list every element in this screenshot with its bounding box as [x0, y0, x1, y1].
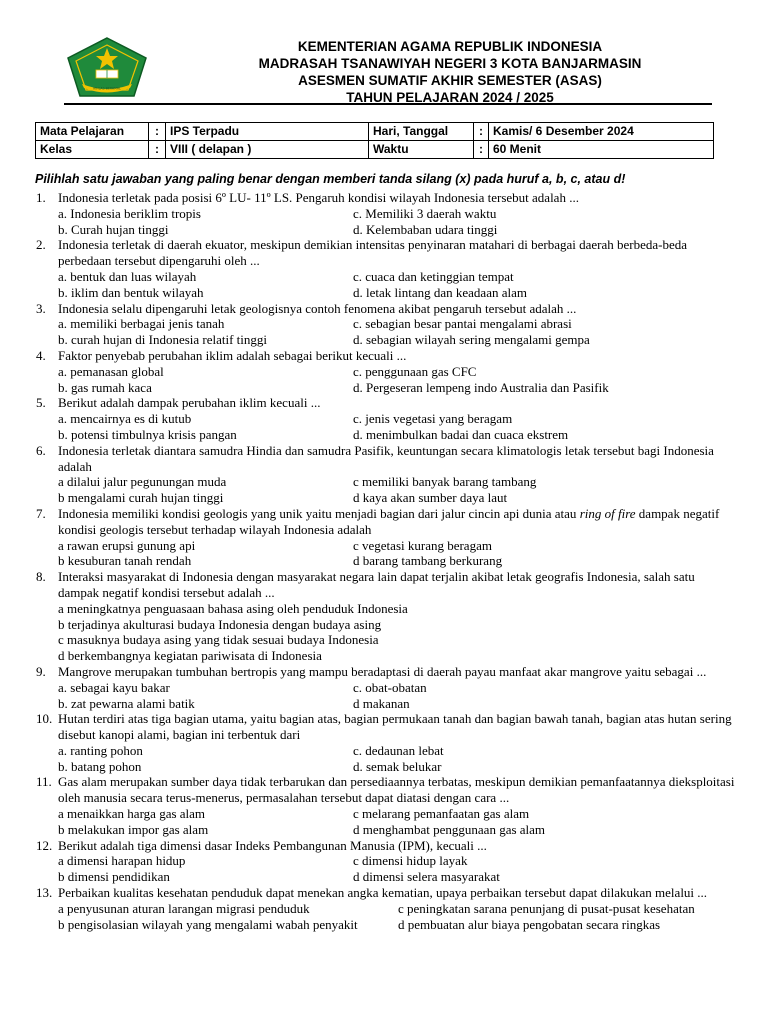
question-text: Faktor penyebab perubahan iklim adalah sebagai berikut kecuali ...	[58, 347, 407, 363]
question-number: 4.	[36, 347, 46, 363]
question-item	[36, 664, 736, 711]
answer-option[interactable]: b dimensi pendidikan	[58, 869, 170, 885]
question-text: Gas alam merupakan sumber daya tidak terbarukan dan persediaannya terbatas, meskipun demikian pemanfaatannya dieksploitasi oleh manusia secara terus-menerus, permasalahan tersebut dapat diatasi dengan cara ...	[58, 774, 735, 806]
question-text: Indonesia terletak pada posisi 6º LU- 11º LS. Pengaruh kondisi wilayah Indonesia tersebut adalah ...	[58, 190, 579, 205]
answer-option[interactable]: c masuknya budaya asing yang tidak sesuai budaya Indonesia	[58, 632, 379, 648]
answer-option[interactable]: a. pemanasan global	[58, 363, 164, 379]
answer-option[interactable]: d kaya akan sumber daya laut	[353, 490, 508, 506]
question-number: 10.	[36, 711, 53, 727]
question-item	[36, 774, 736, 837]
question-text: Indonesia terletak di daerah ekuator, meskipun demikian intensitas penyinaran matahari di berbagai daerah berbeda-beda perbedaan tersebut dipengaruhi oleh ...	[58, 237, 687, 269]
answer-option[interactable]: d. sebagian wilayah sering mengalami gempa	[353, 332, 590, 348]
answer-options	[58, 680, 736, 712]
question-item	[36, 885, 736, 932]
answer-option[interactable]: b. iklim dan bentuk wilayah	[58, 284, 204, 300]
answer-option[interactable]: a. mencairnya es di kutub	[58, 411, 192, 427]
answer-options	[58, 901, 736, 933]
answer-option[interactable]: a dilalui jalur pegunungan muda	[58, 474, 227, 490]
question-text: Berikut adalah tiga dimensi dasar Indeks Pembangunan Manusia (IPM), kecuali ...	[58, 837, 487, 853]
answer-options	[58, 853, 736, 885]
answer-option[interactable]: c. Memiliki 3 daerah waktu	[353, 205, 497, 221]
exam-info-table	[35, 122, 714, 159]
colon: :	[474, 141, 489, 159]
answer-option[interactable]: d dimensi selera masyarakat	[353, 869, 500, 885]
answer-options	[58, 538, 736, 570]
answer-option[interactable]: d. letak lintang dan keadaan alam	[353, 284, 527, 300]
class-value: VIII ( delapan )	[166, 141, 369, 159]
answer-option[interactable]: c memiliki banyak barang tambang	[353, 474, 537, 490]
answer-option[interactable]: d pembuatan alur biaya pengobatan secara ringkas	[398, 916, 661, 932]
day-value: Kamis/ 6 Desember 2024	[489, 123, 714, 141]
answer-option[interactable]: b melakukan impor gas alam	[58, 821, 209, 837]
header-year: TAHUN PELAJARAN 2024 / 2025	[346, 90, 554, 105]
answer-option[interactable]: a. bentuk dan luas wilayah	[58, 268, 197, 284]
question-item	[36, 506, 736, 569]
question-number: 13.	[36, 885, 53, 901]
question-text-part: Indonesia memiliki kondisi geologis yang unik yaitu menjadi bagian dari jalur cincin api dunia atau	[58, 505, 580, 521]
answer-option[interactable]: b terjadinya akulturasi budaya Indonesia dengan budaya asing	[58, 616, 382, 632]
answer-option[interactable]: a. Indonesia beriklim tropis	[58, 205, 201, 221]
question-item	[36, 569, 736, 664]
question-number: 5.	[36, 395, 46, 411]
answer-options	[58, 474, 736, 506]
question-item	[36, 711, 736, 774]
answer-option[interactable]: c. jenis vegetasi yang beragam	[353, 411, 513, 427]
answer-options	[58, 806, 736, 838]
answer-options	[58, 316, 736, 348]
time-value: 60 Menit	[489, 141, 714, 159]
answer-option[interactable]: b. curah hujan di Indonesia relatif tinggi	[58, 332, 268, 348]
answer-option[interactable]: b kesuburan tanah rendah	[58, 553, 192, 569]
answer-option[interactable]: d. Kelembaban udara tinggi	[353, 221, 498, 237]
answer-option[interactable]: d barang tambang berkurang	[353, 553, 503, 569]
answer-option[interactable]: c. penggunaan gas CFC	[353, 363, 477, 379]
answer-option[interactable]: c. dedaunan lebat	[353, 742, 444, 758]
header-ministry: KEMENTERIAN AGAMA REPUBLIK INDONESIA	[297, 39, 603, 54]
answer-option[interactable]: c. cuaca dan ketinggian tempat	[353, 268, 514, 284]
instructions: Pilihlah satu jawaban yang paling benar dengan memberi tanda silang (x) pada huruf a, b, c, atau d!	[35, 172, 626, 186]
answer-option[interactable]: a. ranting pohon	[58, 742, 143, 758]
answer-option[interactable]: a dimensi harapan hidup	[58, 853, 186, 869]
question-item	[36, 395, 736, 442]
answer-option[interactable]: b. zat pewarna alami batik	[58, 695, 195, 711]
question-number: 1.	[36, 190, 46, 205]
answer-option[interactable]: c peningkatan sarana penunjang di pusat-pusat kesehatan	[398, 900, 695, 916]
day-label: Hari, Tanggal	[369, 123, 474, 141]
answer-option[interactable]: a rawan erupsi gunung api	[58, 537, 196, 553]
question-number: 9.	[36, 663, 46, 679]
answer-options	[58, 601, 736, 664]
answer-option[interactable]: c. obat-obatan	[353, 679, 427, 695]
question-item	[36, 237, 736, 300]
answer-option[interactable]: d makanan	[353, 695, 410, 711]
question-item	[36, 443, 736, 506]
class-label: Kelas	[36, 141, 149, 159]
answer-option[interactable]: b. Curah hujan tinggi	[58, 221, 169, 237]
answer-option[interactable]: b. gas rumah kaca	[58, 379, 152, 395]
answer-option[interactable]: d berkembangnya kegiatan pariwisata di Indonesia	[58, 648, 322, 664]
answer-option[interactable]: a penyusunan aturan larangan migrasi penduduk	[58, 900, 310, 916]
question-item	[36, 190, 736, 237]
question-text: Perbaikan kualitas kesehatan penduduk dapat menekan angka kematian, upaya perbaikan tersebut dapat dilakukan melalui ...	[58, 885, 708, 901]
colon: :	[149, 141, 166, 159]
answer-option[interactable]: b. batang pohon	[58, 758, 142, 774]
answer-options	[58, 364, 736, 396]
question-number: 11.	[36, 774, 52, 790]
answer-option[interactable]: a. sebagai kayu bakar	[58, 679, 170, 695]
answer-options	[58, 743, 736, 775]
answer-option[interactable]: c vegetasi kurang beragam	[353, 537, 492, 553]
question-number: 12.	[36, 837, 53, 853]
document-header	[200, 38, 700, 106]
time-label: Waktu	[369, 141, 474, 159]
question-text: Hutan terdiri atas tiga bagian utama, yaitu bagian atas, bagian permukaan tanah dan bagian bawah tanah, bagian atas hutan sering disebut kanopi alami, bagian ini terbentuk dari	[58, 711, 732, 743]
answer-option[interactable]: a menaikkan harga gas alam	[58, 806, 206, 822]
question-number: 3.	[36, 300, 46, 316]
answer-option[interactable]: a meningkatnya penguasaan bahasa asing oleh penduduk Indonesia	[58, 600, 408, 616]
question-text-part: dampak negatif kondisi geologis tersebut terhadap wilayah Indonesia adalah	[58, 505, 720, 537]
question-text: Berikut adalah dampak perubahan iklim kecuali ...	[58, 395, 321, 411]
question-text: Indonesia terletak diantara samudra Hindia dan samudra Pasifik, keuntungan secara klimatologis letak tersebut bagi Indonesia adalah	[58, 442, 714, 474]
answer-option[interactable]: c. sebagian besar pantai mengalami abrasi	[353, 316, 572, 332]
question-number: 8.	[36, 569, 46, 585]
answer-option[interactable]: a. memiliki berbagai jenis tanah	[58, 316, 225, 332]
answer-option[interactable]: b pengisolasian wilayah yang mengalami wabah penyakit	[58, 916, 358, 932]
question-number: 6.	[36, 442, 46, 458]
question-text: Mangrove merupakan tumbuhan bertropis yang mampu beradaptasi di daerah payau manfaat akar mangrove yaitu sebagai ...	[58, 663, 707, 679]
header-divider	[64, 103, 712, 105]
answer-option[interactable]: d menghambat penggunaan gas alam	[353, 821, 546, 837]
colon: :	[474, 123, 489, 141]
answer-options	[58, 206, 736, 238]
svg-text:IKHLAS BERAMAL: IKHLAS BERAMAL	[93, 86, 121, 91]
answer-option[interactable]: b mengalami curah hujan tinggi	[58, 490, 224, 506]
colon: :	[149, 123, 166, 141]
header-school: MADRASAH TSANAWIYAH NEGERI 3 KOTA BANJARMASIN	[258, 56, 642, 71]
question-text: Interaksi masyarakat di Indonesia dengan masyarakat negara lain dapat terjalin akibat letak geografis Indonesia, salah satu dampak negatif kondisi tersebut adalah ...	[58, 569, 695, 600]
subject-label: Mata Pelajaran	[36, 123, 149, 141]
answer-options	[58, 269, 736, 301]
question-item	[36, 348, 736, 395]
question-number: 2.	[36, 237, 46, 253]
answer-option[interactable]: b. potensi timbulnya krisis pangan	[58, 426, 237, 442]
question-item	[36, 301, 736, 348]
answer-option[interactable]: c dimensi hidup layak	[353, 853, 468, 869]
answer-options	[58, 411, 736, 443]
header-exam: ASESMEN SUMATIF AKHIR SEMESTER (ASAS)	[298, 73, 602, 88]
answer-option[interactable]: c melarang pemanfaatan gas alam	[353, 806, 530, 822]
question-item	[36, 838, 736, 885]
question-text	[58, 506, 736, 538]
subject-value: IPS Terpadu	[166, 123, 369, 141]
question-list	[36, 190, 736, 932]
answer-option[interactable]: d. semak belukar	[353, 758, 442, 774]
question-number: 7.	[36, 505, 46, 521]
answer-option[interactable]: d. menimbulkan badai dan cuaca ekstrem	[353, 426, 569, 442]
question-text: Indonesia selalu dipengaruhi letak geologisnya contoh fenomena akibat pengaruh tersebut adalah ...	[58, 300, 577, 316]
answer-option[interactable]: d. Pergeseran lempeng indo Australia dan Pasifik	[353, 379, 609, 395]
kemenag-logo	[64, 36, 150, 100]
question-text-emphasis: ring of fire	[579, 505, 636, 521]
